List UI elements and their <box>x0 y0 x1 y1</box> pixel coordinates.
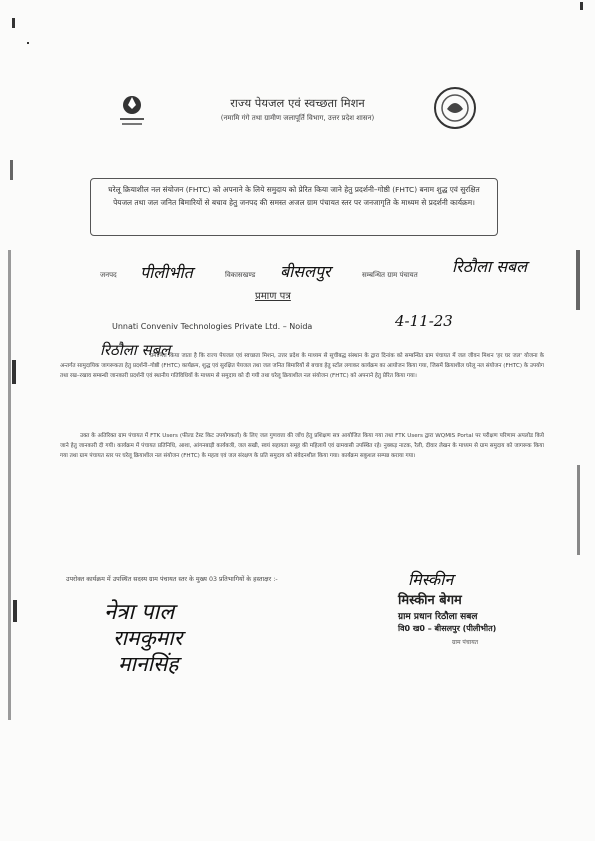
block-value: बीसलपुर <box>280 262 331 281</box>
attendance-note: उपरोक्त कार्यक्रम में उपस्थित सदस्य ग्राम पंचायत स्तर के मुख्य 03 प्रतिभागियों के हस्ताक्षर :- <box>66 576 278 583</box>
company-line: Unnati Conveniv Technologies Private Ltd. – Noida <box>112 322 313 331</box>
header-title: राज्य पेयजल एवं स्वच्छता मिशन <box>230 96 365 110</box>
body-paragraph-1: प्रमाणित किया जाता है कि राज्य पेयजल एवं स्वच्छता मिशन, उत्तर प्रदेश के माध्यम से सूचीबद्ध संस्थान के द्वारा दिनांक को सम्बन्धित ग्राम पंचायत में जल जीवन मिशन 'हर घर जल' योजना के अन्तर्गत सामुदायिक जागरूकता हेतु प्रदर्शनी–गोष्ठी (FHTC) कार्यक्रम, शुद्ध एवं सुरक्षित पेयजल तथा जल जनित बिमारियों से बचाव हेतु स्टॉल लगाकर कार्यक्रम का आयोजन किया गया, जिसमें क्रियाशील घरेलू नल संयोजन (FHTC) के उपयोग तथा रख–रखाव सम्बन्धी जानकारी प्रदर्शनी एवं स्थानीय गतिविधियों के माध्यम से समुदाय को दी गयी तथा घरेलू क्रियाशील नल संयोजन (FHTC) को अपनाने हेतु प्रेरित किया गया। <box>60 353 544 379</box>
district-label: जनपद <box>100 271 117 279</box>
stamp-block: वि0 ख0 – बीसलपुर (पीलीभीत) <box>398 624 497 633</box>
body-paragraph-2: उक्त के अतिरिक्त ग्राम पंचायत में FTK Users (फील्ड टेस्ट किट उपयोगकर्ता) के लिए जल गुणवत्ता की जाँच हेतु प्रशिक्षण सत्र आयोजित किया गया तथा FTK Users द्वारा WQMIS Portal पर परीक्षण परिणाम अपलोड किये जाने हेतु जानकारी दी गयी। कार्यक्रम में पंचायत प्रतिनिधि, आशा, आंगनबाड़ी कार्यकत्री, जल सखी, स्वयं सहायता समूह की महिलायें एवं ग्रामवासी उपस्थित रहे। नुक्कड़ नाटक, रैली, दीवार लेखन के माध्यम से ग्राम समुदाय को जागरूक किया गया तथा ग्राम पंचायत स्तर पर घरेलू क्रियाशील नल संयोजन (FHTC) के महत्व एवं जल संरक्षण के प्रति समुदाय को संवेदनशील किया गया। कार्यक्रम सकुशल सम्पन्न कराया गया। <box>60 433 544 459</box>
scan-mark <box>12 360 16 384</box>
location-fields <box>100 257 570 285</box>
mission-logo-left <box>112 92 152 132</box>
certificate-title: प्रमाण पत्र <box>255 291 291 302</box>
panchayat-value: रिठौला सबल <box>452 257 528 276</box>
scan-mark <box>27 42 29 44</box>
participant-signature-1: नेत्रा पाल <box>104 600 175 625</box>
date-value: 4-11-23 <box>395 312 453 330</box>
notice-box: घरेलू क्रियाशील नल संयोजन (FHTC) को अपनाने के लिये समुदाय को प्रेरित किया जाने हेतु प्रदर्शनी–गोष्ठी (FHTC) बनाम शुद्ध एवं सुरक्षित पेयजल तथा जल जनित बिमारियों से बचाव हेतु जनपद की समस्त अजल ग्राम पंचायत स्तर पर जनजागृति के माध्यम से प्रदर्शनी कार्यक्रम। <box>90 178 498 236</box>
stamp-signature: मिस्कीन <box>408 570 454 589</box>
district-value: पीलीभीत <box>140 263 193 282</box>
scan-mark <box>580 2 583 10</box>
stamp-role: ग्राम प्रधान रिठौला सबल <box>398 612 478 622</box>
scan-mark <box>577 465 580 555</box>
stamp-seal-note: ग्राम पंचायत <box>452 639 479 646</box>
stamp-name: मिस्कीन बेगम <box>398 593 462 608</box>
village-inline: रिठौला सबल <box>100 341 171 359</box>
scan-mark <box>10 160 13 180</box>
scan-mark <box>576 250 580 310</box>
pradhan-stamp <box>390 568 550 668</box>
scan-mark <box>12 18 15 28</box>
block-label: विकासखण्ड <box>225 271 256 279</box>
participant-signature-2: रामकुमार <box>113 626 183 650</box>
scan-edge <box>8 250 11 720</box>
header-subtitle: (नमामि गंगे तथा ग्रामीण जलापूर्ति विभाग, उत्तर प्रदेश शासन) <box>220 114 375 122</box>
scan-mark <box>13 600 17 622</box>
panchayat-label: सम्बन्धित ग्राम पंचायत <box>362 271 418 279</box>
participant-signature-3: मानसिंह <box>118 652 179 676</box>
